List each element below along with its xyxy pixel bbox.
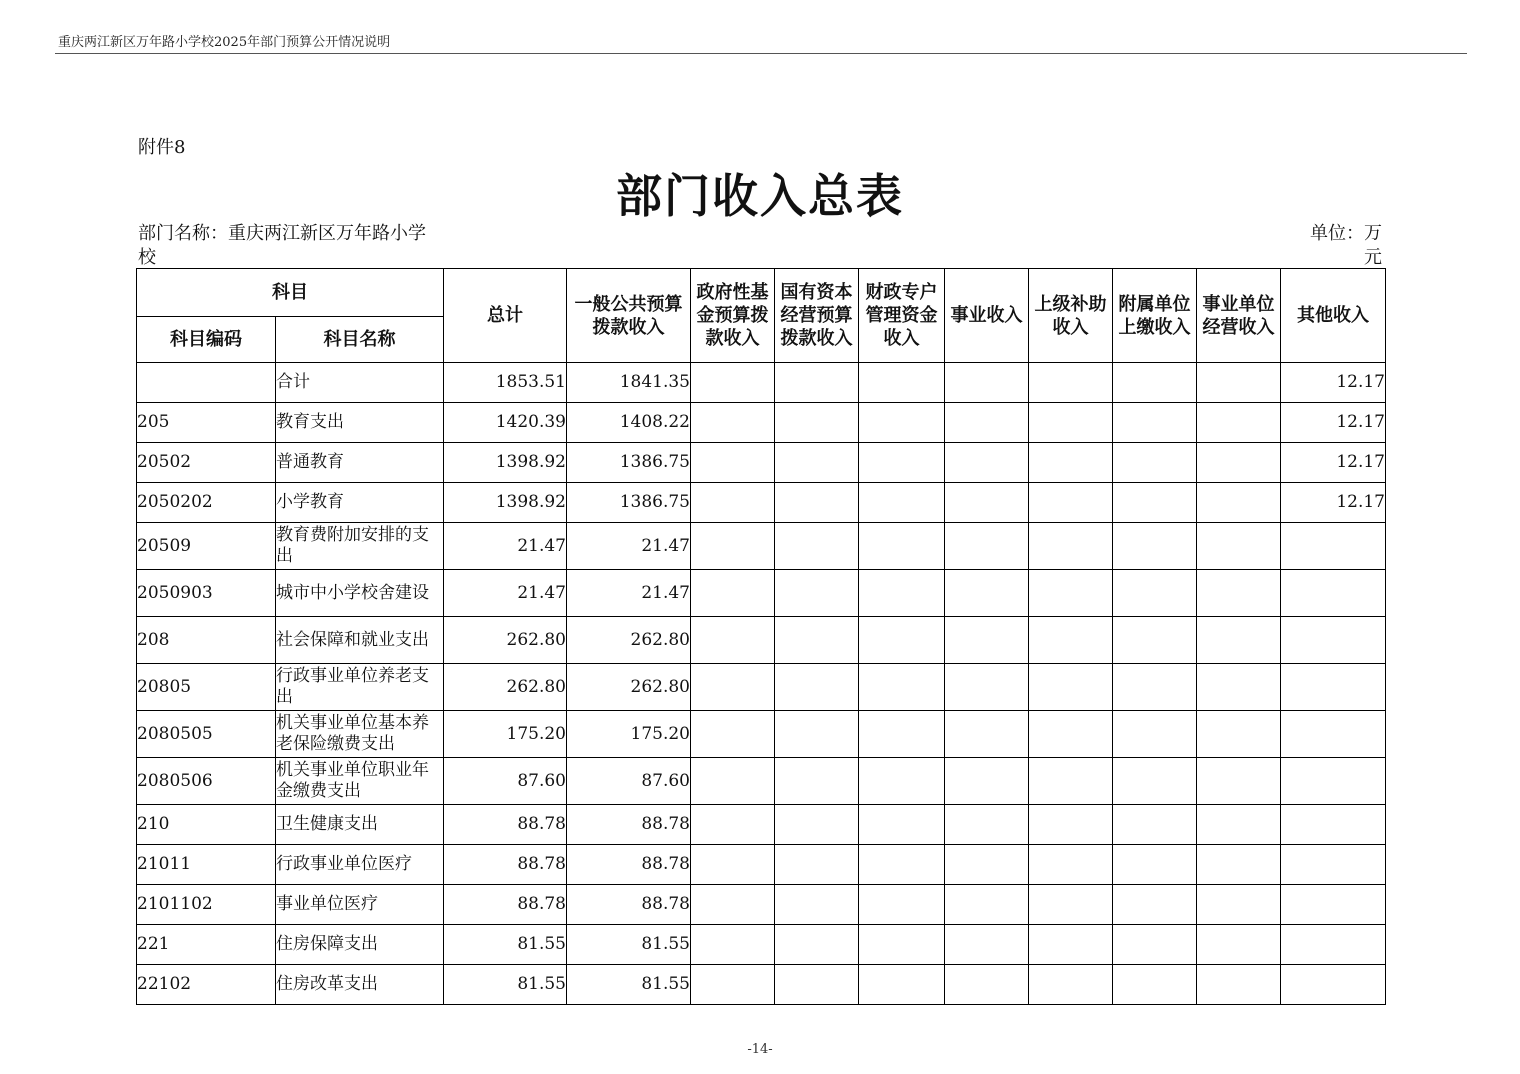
cell-general: 88.78 <box>567 885 691 925</box>
page-title: 部门收入总表 <box>616 169 904 223</box>
cell-business <box>945 403 1029 443</box>
cell-business <box>945 363 1029 403</box>
cell-fiscal-special <box>859 925 945 965</box>
cell-affiliate <box>1113 570 1197 617</box>
table-body <box>137 363 1386 1005</box>
cell-state-capital <box>775 965 859 1005</box>
cell-affiliate <box>1113 845 1197 885</box>
cell-other <box>1281 965 1386 1005</box>
table-row <box>137 617 1386 664</box>
table-row <box>137 965 1386 1005</box>
cell-fiscal-special <box>859 570 945 617</box>
cell-other: 12.17 <box>1281 483 1386 523</box>
cell-name: 行政事业单位养老支出 <box>276 664 444 711</box>
cell-general: 87.60 <box>567 758 691 805</box>
header-subject-code: 科目编码 <box>137 317 276 363</box>
cell-total: 1420.39 <box>444 403 567 443</box>
cell-affiliate <box>1113 805 1197 845</box>
cell-fiscal-special <box>859 443 945 483</box>
cell-general: 21.47 <box>567 523 691 570</box>
cell-other <box>1281 758 1386 805</box>
cell-gov-fund <box>691 363 775 403</box>
cell-operating <box>1197 617 1281 664</box>
cell-code: 210 <box>137 805 276 845</box>
cell-code: 22102 <box>137 965 276 1005</box>
cell-affiliate <box>1113 885 1197 925</box>
cell-affiliate <box>1113 758 1197 805</box>
cell-operating <box>1197 965 1281 1005</box>
cell-general: 262.80 <box>567 617 691 664</box>
cell-other <box>1281 523 1386 570</box>
cell-business <box>945 965 1029 1005</box>
header-general-public: 一般公共预算拨款收入 <box>567 269 691 363</box>
cell-other <box>1281 664 1386 711</box>
cell-other <box>1281 711 1386 758</box>
cell-gov-fund <box>691 523 775 570</box>
cell-general: 1386.75 <box>567 483 691 523</box>
cell-gov-fund <box>691 845 775 885</box>
table-row <box>137 711 1386 758</box>
cell-other <box>1281 570 1386 617</box>
cell-state-capital <box>775 925 859 965</box>
cell-gov-fund <box>691 925 775 965</box>
header-subject-name: 科目名称 <box>276 317 444 363</box>
header-superior-subsidy: 上级补助收入 <box>1029 269 1113 363</box>
cell-total: 81.55 <box>444 925 567 965</box>
header-total: 总计 <box>444 269 567 363</box>
cell-superior <box>1029 363 1113 403</box>
cell-gov-fund <box>691 805 775 845</box>
cell-fiscal-special <box>859 523 945 570</box>
cell-total: 175.20 <box>444 711 567 758</box>
cell-superior <box>1029 711 1113 758</box>
cell-state-capital <box>775 523 859 570</box>
cell-code: 205 <box>137 403 276 443</box>
cell-state-capital <box>775 805 859 845</box>
cell-name: 教育支出 <box>276 403 444 443</box>
cell-general: 81.55 <box>567 965 691 1005</box>
table-row <box>137 570 1386 617</box>
cell-operating <box>1197 483 1281 523</box>
header-divider <box>55 53 1467 54</box>
cell-business <box>945 664 1029 711</box>
cell-gov-fund <box>691 483 775 523</box>
cell-state-capital <box>775 443 859 483</box>
cell-operating <box>1197 925 1281 965</box>
cell-code: 2050202 <box>137 483 276 523</box>
cell-business <box>945 523 1029 570</box>
cell-fiscal-special <box>859 758 945 805</box>
cell-name: 住房改革支出 <box>276 965 444 1005</box>
cell-superior <box>1029 925 1113 965</box>
cell-operating <box>1197 805 1281 845</box>
cell-name: 城市中小学校舍建设 <box>276 570 444 617</box>
cell-gov-fund <box>691 617 775 664</box>
cell-business <box>945 925 1029 965</box>
cell-name: 教育费附加安排的支出 <box>276 523 444 570</box>
cell-code: 20502 <box>137 443 276 483</box>
cell-general: 88.78 <box>567 805 691 845</box>
cell-superior <box>1029 483 1113 523</box>
cell-superior <box>1029 403 1113 443</box>
cell-state-capital <box>775 664 859 711</box>
cell-total: 88.78 <box>444 885 567 925</box>
cell-name: 机关事业单位基本养老保险缴费支出 <box>276 711 444 758</box>
table-row <box>137 403 1386 443</box>
header-gov-fund: 政府性基金预算拨款收入 <box>691 269 775 363</box>
cell-general: 1386.75 <box>567 443 691 483</box>
cell-name: 行政事业单位医疗 <box>276 845 444 885</box>
cell-general: 1408.22 <box>567 403 691 443</box>
cell-affiliate <box>1113 965 1197 1005</box>
cell-fiscal-special <box>859 483 945 523</box>
cell-fiscal-special <box>859 403 945 443</box>
table-row <box>137 805 1386 845</box>
cell-fiscal-special <box>859 805 945 845</box>
cell-superior <box>1029 523 1113 570</box>
table-row <box>137 483 1386 523</box>
cell-state-capital <box>775 403 859 443</box>
cell-general: 175.20 <box>567 711 691 758</box>
cell-other: 12.17 <box>1281 403 1386 443</box>
table-row <box>137 443 1386 483</box>
cell-other <box>1281 925 1386 965</box>
cell-superior <box>1029 845 1113 885</box>
department-name: 部门名称：重庆两江新区万年路小学校 <box>138 223 426 268</box>
cell-fiscal-special <box>859 885 945 925</box>
income-table <box>136 268 1386 1005</box>
cell-total: 87.60 <box>444 758 567 805</box>
table-row <box>137 758 1386 805</box>
cell-general: 262.80 <box>567 664 691 711</box>
cell-superior <box>1029 664 1113 711</box>
header-business-operating: 事业单位经营收入 <box>1197 269 1281 363</box>
cell-total: 88.78 <box>444 805 567 845</box>
cell-state-capital <box>775 845 859 885</box>
cell-gov-fund <box>691 570 775 617</box>
cell-total: 81.55 <box>444 965 567 1005</box>
cell-operating <box>1197 570 1281 617</box>
cell-code: 20805 <box>137 664 276 711</box>
header-affiliate: 附属单位上缴收入 <box>1113 269 1197 363</box>
table-row <box>137 664 1386 711</box>
cell-state-capital <box>775 617 859 664</box>
cell-business <box>945 711 1029 758</box>
cell-business <box>945 845 1029 885</box>
cell-superior <box>1029 965 1113 1005</box>
cell-general: 81.55 <box>567 925 691 965</box>
cell-state-capital <box>775 758 859 805</box>
cell-fiscal-special <box>859 845 945 885</box>
cell-superior <box>1029 885 1113 925</box>
table-row <box>137 845 1386 885</box>
cell-business <box>945 443 1029 483</box>
cell-name: 普通教育 <box>276 443 444 483</box>
cell-affiliate <box>1113 523 1197 570</box>
cell-name: 合计 <box>276 363 444 403</box>
cell-name: 住房保障支出 <box>276 925 444 965</box>
table-row <box>137 925 1386 965</box>
cell-code: 221 <box>137 925 276 965</box>
cell-business <box>945 758 1029 805</box>
attachment-label: 附件8 <box>138 137 186 158</box>
cell-total: 21.47 <box>444 523 567 570</box>
cell-fiscal-special <box>859 664 945 711</box>
cell-total: 88.78 <box>444 845 567 885</box>
cell-fiscal-special <box>859 363 945 403</box>
cell-total: 262.80 <box>444 664 567 711</box>
cell-total: 1853.51 <box>444 363 567 403</box>
cell-superior <box>1029 617 1113 664</box>
cell-state-capital <box>775 363 859 403</box>
cell-code: 21011 <box>137 845 276 885</box>
cell-code <box>137 363 276 403</box>
cell-name: 小学教育 <box>276 483 444 523</box>
cell-operating <box>1197 758 1281 805</box>
cell-name: 卫生健康支出 <box>276 805 444 845</box>
cell-operating <box>1197 664 1281 711</box>
cell-code: 208 <box>137 617 276 664</box>
cell-gov-fund <box>691 664 775 711</box>
cell-superior <box>1029 805 1113 845</box>
unit-label: 单位：万元 <box>1310 223 1382 268</box>
cell-gov-fund <box>691 758 775 805</box>
cell-fiscal-special <box>859 617 945 664</box>
cell-gov-fund <box>691 403 775 443</box>
cell-operating <box>1197 523 1281 570</box>
cell-business <box>945 483 1029 523</box>
cell-code: 2080506 <box>137 758 276 805</box>
cell-operating <box>1197 363 1281 403</box>
table-row <box>137 363 1386 403</box>
cell-operating <box>1197 403 1281 443</box>
cell-code: 2101102 <box>137 885 276 925</box>
cell-total: 1398.92 <box>444 483 567 523</box>
cell-total: 262.80 <box>444 617 567 664</box>
header-fiscal-special: 财政专户管理资金收入 <box>859 269 945 363</box>
cell-fiscal-special <box>859 965 945 1005</box>
cell-other: 12.17 <box>1281 443 1386 483</box>
header-other: 其他收入 <box>1281 269 1386 363</box>
header-subject: 科目 <box>137 269 444 317</box>
cell-gov-fund <box>691 965 775 1005</box>
cell-total: 1398.92 <box>444 443 567 483</box>
cell-code: 2050903 <box>137 570 276 617</box>
cell-other <box>1281 805 1386 845</box>
cell-total: 21.47 <box>444 570 567 617</box>
cell-code: 2080505 <box>137 711 276 758</box>
header-business: 事业收入 <box>945 269 1029 363</box>
cell-business <box>945 570 1029 617</box>
cell-state-capital <box>775 570 859 617</box>
cell-state-capital <box>775 885 859 925</box>
cell-affiliate <box>1113 664 1197 711</box>
cell-state-capital <box>775 711 859 758</box>
cell-other: 12.17 <box>1281 363 1386 403</box>
cell-operating <box>1197 711 1281 758</box>
cell-name: 事业单位医疗 <box>276 885 444 925</box>
cell-affiliate <box>1113 443 1197 483</box>
table-row <box>137 523 1386 570</box>
cell-operating <box>1197 845 1281 885</box>
cell-affiliate <box>1113 617 1197 664</box>
cell-general: 88.78 <box>567 845 691 885</box>
page-header: 重庆两江新区万年路小学校2025年部门预算公开情况说明 <box>58 35 391 50</box>
cell-operating <box>1197 885 1281 925</box>
cell-other <box>1281 885 1386 925</box>
cell-state-capital <box>775 483 859 523</box>
table-row <box>137 885 1386 925</box>
cell-affiliate <box>1113 711 1197 758</box>
header-state-capital: 国有资本经营预算拨款收入 <box>775 269 859 363</box>
cell-affiliate <box>1113 403 1197 443</box>
cell-business <box>945 885 1029 925</box>
cell-other <box>1281 617 1386 664</box>
cell-superior <box>1029 443 1113 483</box>
cell-general: 1841.35 <box>567 363 691 403</box>
cell-superior <box>1029 570 1113 617</box>
cell-gov-fund <box>691 443 775 483</box>
cell-fiscal-special <box>859 711 945 758</box>
cell-name: 机关事业单位职业年金缴费支出 <box>276 758 444 805</box>
cell-affiliate <box>1113 483 1197 523</box>
cell-business <box>945 805 1029 845</box>
cell-name: 社会保障和就业支出 <box>276 617 444 664</box>
cell-superior <box>1029 758 1113 805</box>
cell-affiliate <box>1113 925 1197 965</box>
cell-code: 20509 <box>137 523 276 570</box>
page-number: -14- <box>747 1042 773 1057</box>
cell-affiliate <box>1113 363 1197 403</box>
cell-other <box>1281 845 1386 885</box>
cell-gov-fund <box>691 711 775 758</box>
cell-operating <box>1197 443 1281 483</box>
cell-general: 21.47 <box>567 570 691 617</box>
cell-gov-fund <box>691 885 775 925</box>
cell-business <box>945 617 1029 664</box>
